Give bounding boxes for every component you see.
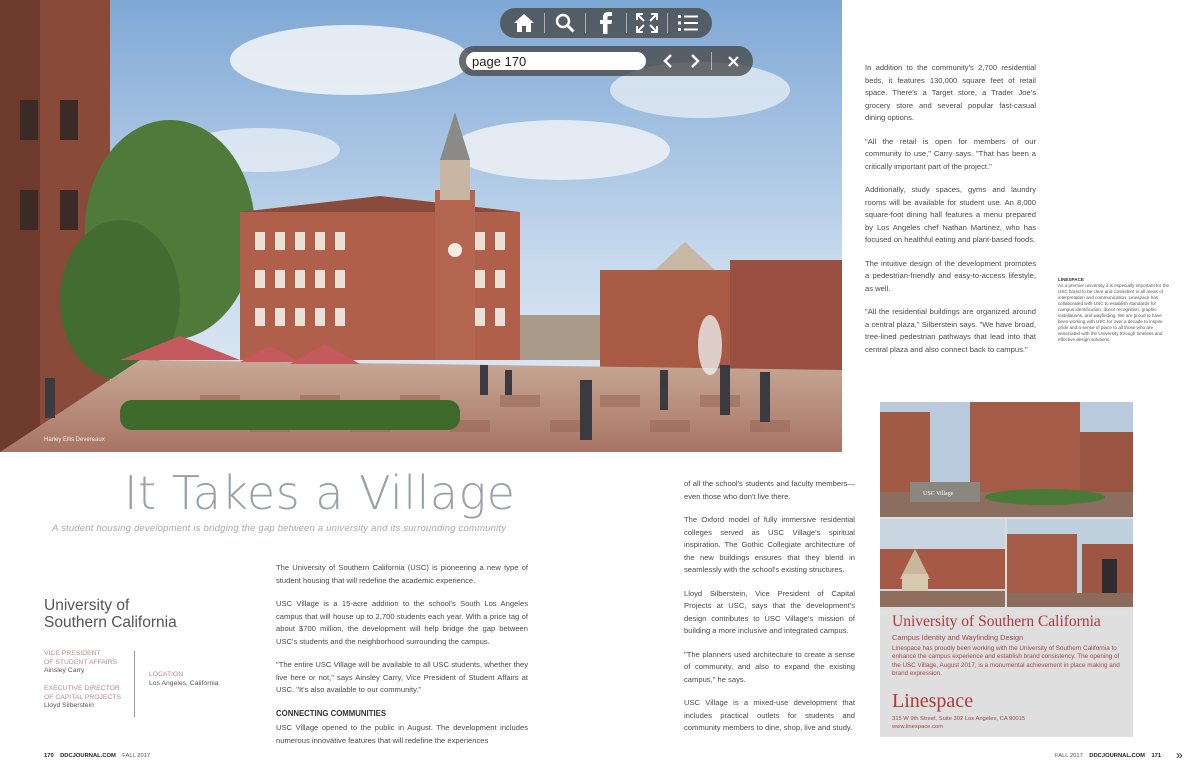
client-name	[44, 597, 177, 631]
section-heading: CONNECTING COMMUNITIES	[276, 708, 387, 718]
article-column-2	[684, 478, 855, 746]
page-search-input[interactable]	[466, 52, 646, 70]
ad-address-line: 315 W 9th Street, Suite 302 Los Angeles, CA 90015	[892, 716, 1026, 722]
paragraph: USC Village is a 15-acre addition to the school's South Los Angeles campus that will house up to 2,700 students each year. With a price tag of about $700 million, the development will help bridge the gap between USC's students and the neighborhood surrounding the campus.	[276, 599, 528, 646]
ed-name: Lloyd Silberstein	[44, 702, 94, 709]
left-page-footer	[44, 753, 150, 759]
photo-credit: Harley Ellis Devereaux	[44, 437, 105, 443]
paragraph: "The entire USC Village will be available to all USC students, whether they live here or not," says Ainsley Carry, Vice President of Student Affairs at USC. "It's also available to our community."	[276, 660, 528, 694]
vp-label: VICE PRESIDENT	[44, 650, 101, 657]
client-name-line2: Southern California	[44, 614, 177, 631]
search-button[interactable]	[549, 11, 581, 35]
divider	[134, 651, 135, 717]
page-search-bar	[459, 46, 753, 76]
vp-label: OF STUDENT AFFAIRS	[44, 658, 118, 666]
linespace-advertisement	[880, 402, 1133, 737]
location-value: Los Angeles, California	[149, 679, 219, 687]
fullscreen-button[interactable]	[631, 11, 663, 35]
paragraph: Additionally, study spaces, gyms and laundry rooms will be available for student use. An 8,000 square-foot dining hall features a menu prepared by Los Angeles chef Nathan Martinez, who has focused on healthful eating and plant-based foods.	[865, 185, 1036, 244]
ad-url[interactable]: www.linespace.com	[892, 724, 943, 730]
paragraph: "The planners used architecture to create a sense of community, and also to expand the existing campus," he says.	[684, 649, 855, 684]
footer-site: DDCJOURNAL.COM	[60, 753, 116, 759]
viewer-toolbar	[500, 8, 712, 38]
location-info	[149, 671, 219, 688]
sidebar-heading: LINESPACE	[1058, 277, 1084, 282]
paragraph: of all the school's students and faculty members—even those who don't live there.	[684, 479, 855, 501]
ad-photo-village	[880, 402, 1133, 517]
close-search-button[interactable]	[721, 49, 745, 73]
village-sign-text: USC Village	[923, 491, 954, 497]
next-page-button[interactable]: »	[1176, 748, 1183, 762]
chevron-left-icon	[663, 54, 673, 68]
toolbar-separator	[544, 13, 545, 33]
ad-body: Linespace has proudly been working with the University of Southern California to enhance the campus experience and establish brand consistency. The opening of the USC Village, August 2017, is a monumental achievement in place making and brand expression.	[892, 645, 1120, 678]
sidebar-text: As a premier university it is especially important for the USC brand to be clear and consistent in all areas of interpretation and communication. Linespace has collaborated with USC to establish standards for campus identification, donor recognition, graphic installations, and wayfinding. We are proud to have been working with USC for over a decade to inspire pride and a sense of place to all those who are associated with the University through timeless and effective design solutions.	[1058, 283, 1170, 342]
search-previous-button[interactable]	[656, 49, 680, 73]
paragraph: In addition to the community's 2,700 residential beds, it features 130,000 square feet of retail space. There's a Target store, a Trader Joe's grocery store and several popular fast-casual dining options.	[865, 63, 1036, 122]
fullscreen-icon	[636, 13, 658, 33]
search-icon	[555, 13, 575, 33]
toolbar-separator	[626, 13, 627, 33]
vp-info	[44, 650, 117, 676]
ad-photo-sign	[880, 519, 1005, 607]
paragraph: "All the residential buildings are organized around a central plaza," Silberstein says. "We have broad, tree-lined pedestrian pathways that lead into that central plaza and also connect back to campus."	[865, 307, 1036, 354]
article-subtitle: A student housing development is bridging the gap between a university and its surrounding community	[52, 523, 507, 534]
ed-label: EXECUTIVE DIRECTOR	[44, 685, 120, 692]
toolbar-separator	[711, 52, 712, 70]
footer-issue: FALL 2017	[1055, 753, 1083, 759]
paragraph: Lloyd Silberstein, Vice President of Capital Projects at USC, says that the development's design contributes to USC Village's mission of building a more inclusive and integrated campus.	[684, 588, 855, 635]
article-column-1	[276, 562, 528, 747]
paragraph: The intuitive design of the development promotes a pedestrian-friendly and easy-to-access lifestyle, as well.	[865, 258, 1036, 293]
paragraph: USC Village opened to the public in August. The development includes numerous innovative features that will redefine the experiences	[276, 723, 528, 745]
toolbar-separator	[667, 13, 668, 33]
home-button[interactable]	[508, 11, 540, 35]
list-icon	[677, 13, 699, 33]
ad-title: University of Southern California	[892, 613, 1101, 630]
ad-text-box	[880, 609, 1133, 737]
footer-issue: FALL 2017	[122, 753, 151, 759]
search-next-button[interactable]	[683, 49, 707, 73]
paragraph: "All the retail is open for members of our community to use," Carry says. "That has been a critically important part of the project."	[865, 136, 1036, 171]
close-icon	[728, 56, 739, 67]
footer-site: DDCJOURNAL.COM	[1089, 753, 1145, 759]
linespace-logo: Linespace	[892, 690, 974, 712]
right-page-footer	[1055, 753, 1161, 759]
ed-label: OF CAPITAL PROJECTS	[44, 693, 122, 701]
paragraph: The Oxford model of fully immersive residential colleges served as USC Village's spiritual inspiration. The Gothic Collegiate architecture of the new buildings ensures that they blend in seamlessly with the school's existing structures.	[684, 515, 855, 574]
ed-info	[44, 685, 121, 711]
vp-name: Ainsley Carry	[44, 667, 85, 674]
article-title: It Takes a Village	[124, 466, 516, 520]
paragraph: The University of Southern California (USC) is pioneering a new type of student housing that will redefine the academic experience.	[276, 563, 528, 585]
page-number: 170	[44, 753, 54, 759]
location-label: LOCATION	[149, 671, 184, 678]
home-icon	[513, 13, 535, 33]
facebook-icon	[599, 12, 613, 34]
page-number: 171	[1151, 753, 1162, 759]
ad-address	[892, 715, 1025, 731]
facebook-button[interactable]	[590, 11, 622, 35]
ad-subtitle: Campus Identity and Wayfinding Design	[892, 633, 1024, 642]
article-column-3	[865, 62, 1036, 367]
chevron-right-icon	[690, 54, 700, 68]
ad-photo-street	[1007, 519, 1133, 607]
table-of-contents-button[interactable]	[672, 11, 704, 35]
paragraph: USC Village is a mixed-use development that includes practical outlets for students and community members to dine, shop, live and study.	[684, 698, 855, 732]
client-name-line1: University of	[44, 597, 130, 614]
linespace-sidebar	[1058, 277, 1170, 343]
toolbar-separator	[585, 13, 586, 33]
